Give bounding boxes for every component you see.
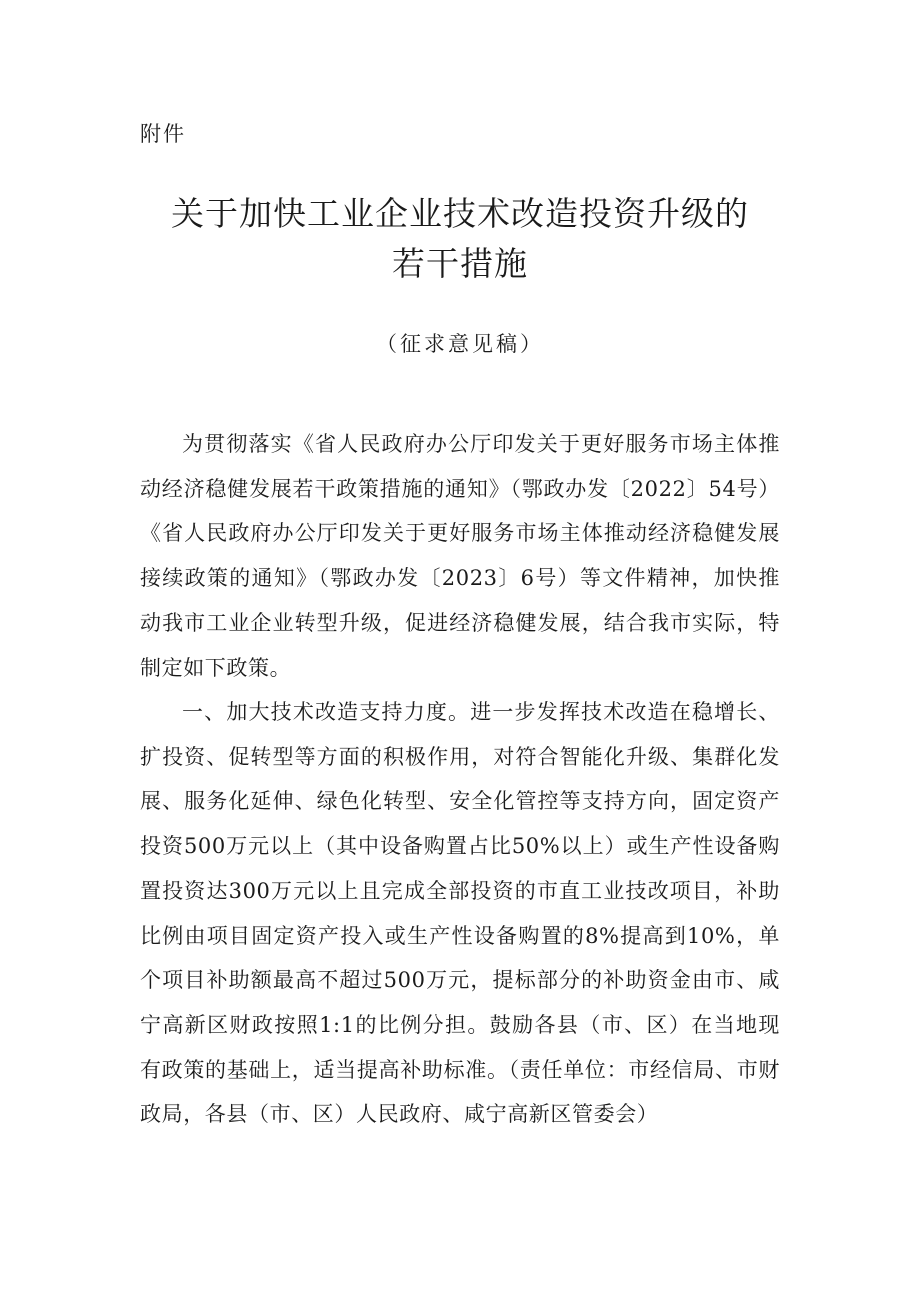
document-title-line-2: 若干措施 [392,244,528,283]
preamble-paragraph: 为贯彻落实《省人民政府办公厅印发关于更好服务市场主体推动经济稳健发展若干政策措施的通知》（鄂政办发〔2022〕54号）《省人民政府办公厅印发关于更好服务市场主体推动经济稳健发展接续政策的通知》（鄂政办发〔2023〕6号）等文件精神，加快推动我市工业企业转型升级，促进经济稳健发展，结合我市实际，特制定如下政策。 [140,432,780,680]
attachment-label: 附件 [140,122,186,146]
measure-1-paragraph: 一、加大技术改造支持力度。进一步发挥技术改造在稳增长、扩投资、促转型等方面的积极作用，对符合智能化升级、集群化发展、服务化延伸、绿色化转型、安全化管控等支持方向，固定资产投资500万元以上（其中设备购置占比50%以上）或生产性设备购置投资达300万元以上且完成全部投资的市直工业技改项目，补助比例由项目固定资产投入或生产性设备购置的8%提高到10%，单个项目补助额最高不超过500万元，提标部分的补助资金由市、咸宁高新区财政按照1:1的比例分担。鼓励各县（市、区）在当地现有政策的基础上，适当提高补助标准。（责任单位：市经信局、市财政局，各县（市、区）人民政府、咸宁高新区管委会） [140,700,780,1127]
draft-subtitle: （征求意见稿） [376,332,544,356]
document-title-line-1: 关于加快工业企业技术改造投资升级的 [171,194,749,233]
